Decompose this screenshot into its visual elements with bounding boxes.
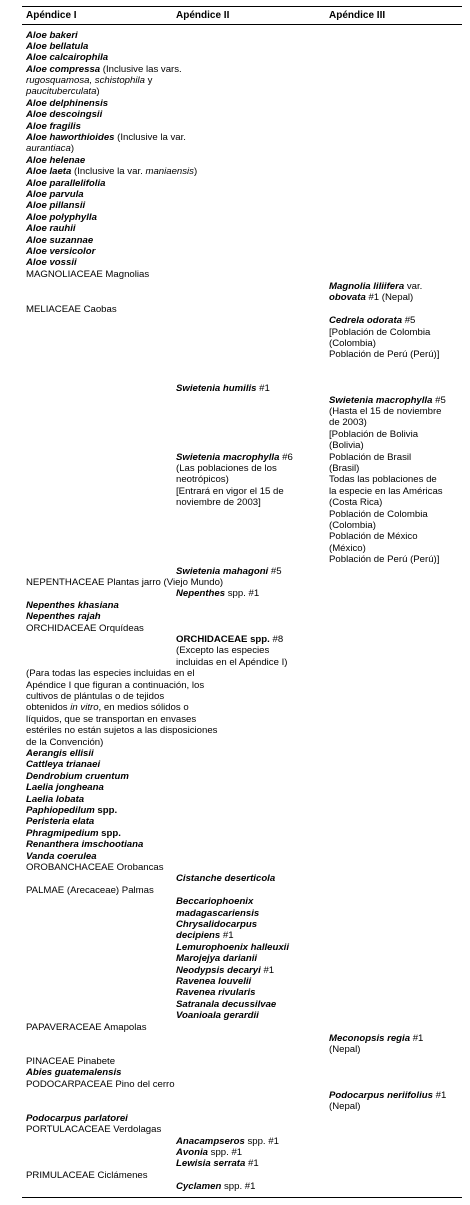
line-text: Beccariophoenix [176,896,254,907]
line-text: ) [96,86,100,97]
line-text: maniaensis [145,166,194,177]
table-line [26,305,117,315]
table-line [176,453,293,463]
table-line [26,31,78,41]
line-text: , en medios sólidos o [98,702,189,713]
line-text: Swietenia mahagoni [176,566,269,577]
line-text: ORCHIDACEAE spp. [176,634,270,645]
table-line [26,715,196,725]
line-text: estériles no están sujetos a las disposiciones [26,725,218,736]
line-text: [Población de Colombia [329,327,431,338]
table-line [26,110,102,120]
table-line [26,179,105,189]
line-text: Vanda coerulea [26,851,97,862]
line-text: (Las poblaciones de los [176,463,277,474]
table-line [176,954,257,964]
table-line [329,350,439,360]
table-line [176,931,234,941]
line-text: incluidas en el Apéndice I) [176,657,288,668]
top-rule [22,6,462,7]
table-line [329,418,367,428]
line-text: Población de Brasil [329,452,412,463]
line-text: #1 (Nepal) [365,292,414,303]
line-text: Phragmipedium [26,828,99,839]
line-text: #1 [410,1033,424,1044]
line-text: #5 [268,566,282,577]
table-line [26,65,182,75]
line-text: Nepenthes rajah [26,611,101,622]
line-text: paucituberculata [26,86,97,97]
table-line [329,1102,360,1112]
line-text: Cistanche deserticola [176,873,276,884]
table-line [176,464,277,474]
line-text: Aloe rauhii [26,223,76,234]
line-text: Laelia jongheana [26,782,104,793]
table-line [26,726,217,736]
line-text: Aloe descoingsii [26,109,103,120]
line-text: Aloe calcairophila [26,52,109,63]
table-line [26,760,100,770]
line-text: Todas las poblaciones de [329,474,437,485]
line-text: Aloe haworthioides [26,132,115,143]
line-text: Chrysalidocarpus [176,919,258,930]
line-text: Aloe vossii [26,257,77,268]
line-text: #1 [256,383,270,394]
header-appendix-iii: Apéndice III [329,10,386,21]
line-text: spp. #1 [244,1136,279,1147]
line-text: Meconopsis regia [329,1033,411,1044]
table-line [176,487,284,497]
line-text: Swietenia macrophylla [176,452,280,463]
table-line [26,270,149,280]
table-line [176,966,274,976]
table-line [26,224,76,234]
table-line [176,1000,276,1010]
table-line [26,692,164,702]
table-line [26,1023,147,1033]
line-text: (Hasta el 15 de noviembre [329,406,442,417]
table-line [26,1068,121,1078]
table-line [26,1057,115,1067]
line-text: Satranala decussilvae [176,999,277,1010]
line-text: Aloe bakeri [26,30,78,41]
table-line [26,852,97,862]
table-line [329,475,437,485]
table-line [176,635,283,645]
table-line [329,521,376,531]
table-line [26,201,85,211]
table-line [329,396,446,406]
line-text: Aloe laeta [26,166,72,177]
line-text: #8 [269,634,284,645]
table-line [329,293,413,303]
table-line [26,601,119,611]
line-text: #1 [432,1090,447,1101]
line-text: Aloe parallelifolia [26,178,106,189]
line-text: Aloe pillansii [26,200,86,211]
line-text: PODOCARPACEAE Pino del cerro [26,1079,175,1090]
line-text: NEPENTHACEAE Plantas jarro (Viejo Mundo) [26,577,224,588]
line-text: PRIMULACEAE Ciclámenes [26,1170,148,1181]
line-text: Ravenea louvelii [176,976,252,987]
line-text: Aloe suzannae [26,235,94,246]
line-text: Dendrobium cruentum [26,771,129,782]
line-text: #1 [260,965,275,976]
table-line [26,806,117,816]
table-line [26,236,93,246]
line-text: decipiens [176,930,221,941]
line-text: Aloe fragilis [26,121,81,132]
table-line [26,213,97,223]
line-text: Renanthera imschootiana [26,839,144,850]
table-line [26,749,94,759]
line-text: (Inclusive la var. [114,132,186,143]
table-line [176,567,282,577]
table-line [329,544,366,554]
table-line [176,384,270,394]
line-text: var. [404,281,423,292]
line-text: Población de Perú (Perú)] [329,554,440,565]
table-line [176,1011,259,1021]
line-text: neotrópicos) [176,474,229,485]
line-text: Aerangis ellisii [26,748,94,759]
table-line [26,167,197,177]
line-text: (Excepto las especies [176,645,270,656]
line-text: in vitro [70,702,99,713]
line-text: Aloe parvula [26,189,84,200]
table-line [26,99,108,109]
table-line [176,897,253,907]
line-text: Población de México [329,531,418,542]
table-line [329,498,382,508]
line-text: #1 [245,1158,259,1169]
line-text: Apéndice I que figuran a continuación, los [26,680,205,691]
table-line [176,1148,242,1158]
table-line [26,840,143,850]
table-line [26,87,100,97]
header-appendix-ii: Apéndice II [176,10,230,21]
line-text: Podocarpus neriifolius [329,1090,433,1101]
table-line [176,1137,279,1147]
table-line [26,624,144,634]
table-line [329,555,439,565]
line-text: (Inclusive la var. [71,166,146,177]
line-text: Nepenthes khasiana [26,600,119,611]
line-text: (Costa Rica) [329,497,383,508]
table-line [176,589,259,599]
table-line [176,943,289,953]
line-text: rugosquamosa, schistophila [26,75,145,86]
table-line [329,1045,360,1055]
table-line [329,510,428,520]
table-line [329,1034,423,1044]
table-line [26,703,189,713]
table-line [26,578,223,588]
line-text: Lewisia serrata [176,1158,246,1169]
line-text: Aloe polyphylla [26,212,97,223]
line-text: spp. #1 [208,1147,243,1158]
line-text: Cedrela odorata [329,315,403,326]
table-line [26,669,195,679]
table-line [26,156,85,166]
line-text: de 2003) [329,417,367,428]
line-text: OROBANCHACEAE Orobancas [26,862,164,873]
line-text: Cyclamen [176,1181,222,1192]
table-line [329,1091,446,1101]
table-line [26,772,129,782]
line-text: spp. [98,828,121,839]
line-text: obtenidos [26,702,71,713]
line-text: Aloe delphinensis [26,98,109,109]
line-text: (Bolivia) [329,440,364,451]
line-text: Abies guatemalensis [26,1067,122,1078]
line-text: Laelia lobata [26,794,85,805]
line-text: Población de Colombia [329,509,428,520]
table-line [329,339,376,349]
line-text: Podocarpus parlatorei [26,1113,128,1124]
line-text: Aloe bellatula [26,41,89,52]
line-text: y [144,75,153,86]
line-text: Swietenia humilis [176,383,257,394]
line-text: Lemurophoenix halleuxii [176,942,290,953]
line-text: MAGNOLIACEAE Magnolias [26,269,150,280]
table-line [26,612,101,622]
table-line [176,874,275,884]
line-text: [Entrará en vigor el 15 de [176,486,284,497]
line-text: (Inclusive las vars. [100,64,182,75]
table-line [329,407,442,417]
line-text: (Para todas las especies incluidas en el [26,668,195,679]
table-line [26,122,81,132]
header-appendix-i: Apéndice I [26,10,77,21]
line-text: Marojejya darianii [176,953,258,964]
table-line [26,1171,148,1181]
table-line [176,475,229,485]
line-text: Avonia [176,1147,208,1158]
table-line [176,909,259,919]
line-text: (Colombia) [329,520,376,531]
line-text: obovata [329,292,366,303]
line-text: spp. [94,805,118,816]
line-text: (México) [329,543,366,554]
table-line [176,1182,255,1192]
table-line [329,441,364,451]
line-text: PINACEAE Pinabete [26,1056,116,1067]
line-text: [Población de Bolivia [329,429,419,440]
table-line [176,920,257,930]
table-line [176,658,287,668]
line-text: spp. #1 [225,588,260,599]
table-line [26,1125,161,1135]
header-rule [22,24,462,25]
table-line [26,144,74,154]
bottom-rule [22,1197,462,1198]
line-text: (Nepal) [329,1101,361,1112]
line-text: Aloe helenae [26,155,86,166]
line-text: #5 [402,315,416,326]
table-line [26,738,103,748]
table-line [26,829,121,839]
line-text: Aloe versicolor [26,246,96,257]
table-line [329,453,411,463]
line-text: Voanioala gerardii [176,1010,259,1021]
table-line [26,681,204,691]
line-text: (Brasil) [329,463,360,474]
line-text: Población de Perú (Perú)] [329,349,440,360]
table-line [26,1114,128,1124]
table-line [176,977,251,987]
line-text: de la Convención) [26,737,104,748]
table-line [26,53,108,63]
table-line [329,282,422,292]
line-text: noviembre de 2003] [176,497,261,508]
table-line [26,863,164,873]
line-text: #1 [220,930,234,941]
table-line [26,133,186,143]
table-line [26,247,95,257]
line-text: madagascariensis [176,908,260,919]
table-line [329,316,415,326]
table-line [176,498,261,508]
line-text: PALMAE (Arecaceae) Palmas [26,885,154,896]
table-line [26,258,77,268]
line-text: la especie en las Américas [329,486,443,497]
line-text: líquidos, que se transportan en envases [26,714,197,725]
line-text: ORCHIDACEAE Orquídeas [26,623,144,634]
line-text: (Nepal) [329,1044,361,1055]
table-line [329,430,418,440]
line-text: Aloe compressa [26,64,101,75]
table-line [176,988,255,998]
line-text: Neodypsis decaryi [176,965,261,976]
table-line [26,76,152,86]
line-text: #6 [279,452,293,463]
line-text: ) [70,143,75,154]
table-line [329,328,430,338]
table-line [26,1080,175,1090]
table-line [329,532,418,542]
table-line [329,487,443,497]
line-text: Swietenia macrophylla [329,395,433,406]
line-text: Magnolia liliifera [329,281,405,292]
line-text: Anacampseros [176,1136,245,1147]
line-text: ) [193,166,198,177]
table-line [26,817,94,827]
line-text: MELIACEAE Caobas [26,304,117,315]
table-line [26,886,154,896]
line-text: PAPAVERACEAE Amapolas [26,1022,147,1033]
line-text: cultivos de plántulas o de tejidos [26,691,165,702]
table-line [176,646,269,656]
line-text: PORTULACACEAE Verdolagas [26,1124,162,1135]
table-line [329,464,359,474]
line-text: Paphiopedilum [26,805,95,816]
line-text: aurantiaca [26,143,71,154]
table-line [176,1159,259,1169]
line-text: Cattleya trianaei [26,759,101,770]
line-text: #5 [432,395,446,406]
table-line [26,190,84,200]
line-text: (Colombia) [329,338,376,349]
line-text: spp. #1 [221,1181,256,1192]
table-line [26,783,104,793]
table-line [26,795,84,805]
table-line [26,42,88,52]
line-text: Nepenthes [176,588,226,599]
line-text: Ravenea rivularis [176,987,256,998]
line-text: Peristeria elata [26,816,95,827]
